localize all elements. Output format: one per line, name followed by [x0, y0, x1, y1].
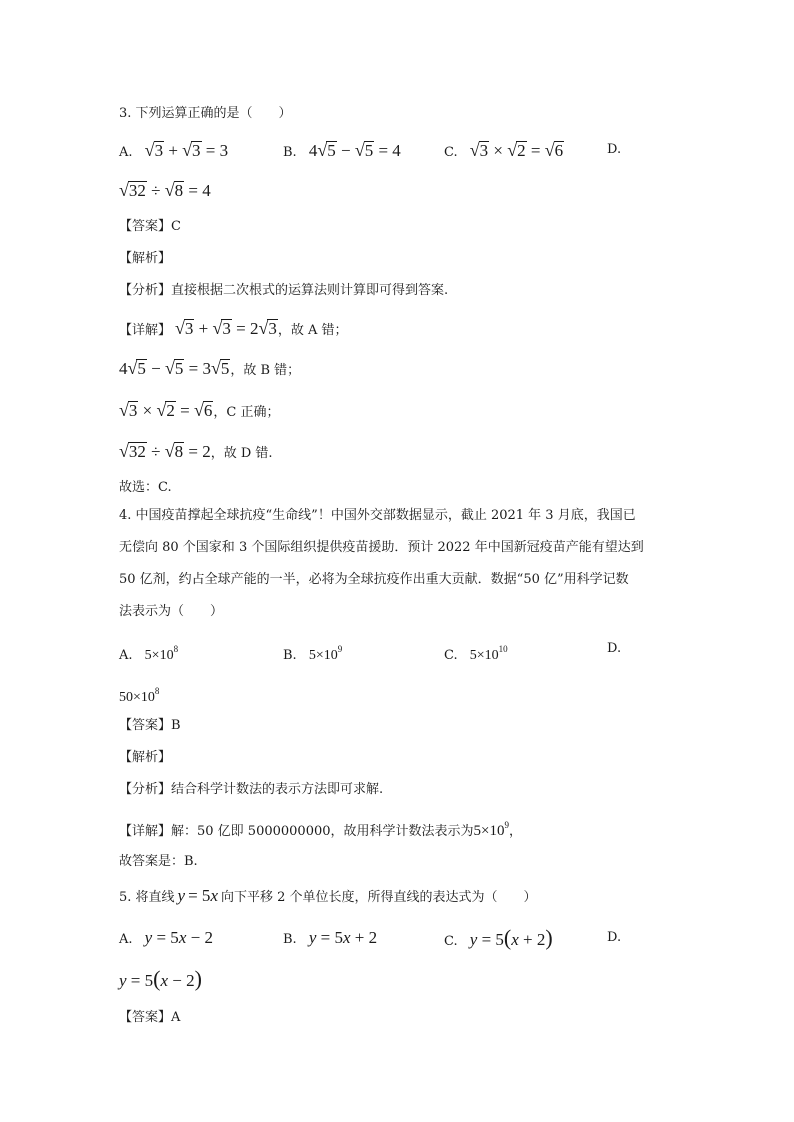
- q3-option-a-expr: √3 + √3 = 3: [144, 140, 229, 160]
- q4-jiexi: 【解析】: [119, 750, 172, 765]
- q4-stem-line-4: 法表示为（ ）: [119, 604, 224, 619]
- q3-detail-3-text: ，C 正确；: [213, 405, 280, 420]
- q3-option-d-label: D.: [607, 142, 622, 157]
- q4-conclusion: 故答案是：B.: [119, 854, 198, 869]
- q5-option-a-expr: y = 5x − 2: [144, 928, 213, 947]
- q4-option-d-expr: $50\times 10^8$: [119, 686, 160, 705]
- q5-stem: 5. 将直线 y = 5x 向下平移 2 个单位长度，所得直线的表达式为（ ）: [119, 886, 537, 905]
- q3-option-b-label: B.: [283, 145, 297, 160]
- q4-option-c-expr: $5\times 10^{10}$: [469, 644, 508, 663]
- q3-option-b: [283, 140, 401, 163]
- q5-option-d-expr: y = 5(x − 2): [119, 966, 202, 991]
- q3-option-c-label: C.: [444, 145, 458, 160]
- q3-option-c-expr: √3 × √2 = √6: [469, 140, 564, 160]
- q5-option-c-expr: y = 5(x + 2): [469, 925, 553, 950]
- q5-option-a-label: A.: [119, 932, 133, 947]
- q3-conclusion: 故选：C.: [119, 480, 172, 495]
- q4-stem-line-1: 4. 中国疫苗撑起全球抗疫“生命线”！中国外交部数据显示，截止 2021 年 3 月底，我国已: [119, 508, 636, 523]
- q3-fenxi: 【分析】直接根据二次根式的运算法则计算即可得到答案.: [119, 283, 449, 298]
- q5-option-c: [444, 925, 553, 952]
- q3-detail-2-text: ，故 B 错；: [230, 363, 301, 378]
- q3-option-c: [444, 140, 564, 163]
- q5-option-b-label: B.: [283, 932, 297, 947]
- q3-stem: 3. 下列运算正确的是（ ）: [119, 106, 292, 121]
- q4-option-a-expr: $5\times 10^8$: [144, 644, 179, 663]
- q3-detail-1: 【详解】 √3 + √3 = 2√3，故 A 错；: [119, 318, 348, 338]
- q4-fenxi: 【分析】结合科学计数法的表示方法即可求解.: [119, 782, 384, 797]
- q4-option-b-label: B.: [283, 648, 297, 663]
- q5-option-c-label: C.: [444, 934, 458, 949]
- q3-detail-4: √32 ÷ √8 = 2，故 D 错.: [119, 441, 273, 461]
- q3-detail-1-text: ，故 A 错；: [277, 323, 348, 338]
- q5-option-d-label: D.: [607, 930, 622, 945]
- q3-detail-3: √3 × √2 = √6，C 正确；: [119, 400, 280, 420]
- q4-answer: 【答案】B: [119, 718, 181, 733]
- q4-option-a: [119, 639, 178, 666]
- q4-option-c-label: C.: [444, 648, 458, 663]
- q4-stem-line-2: 无偿向 80 个国家和 3 个国际组织提供疫苗援助．预计 2022 年中国新冠疫苗产能有望达到: [119, 540, 644, 555]
- q3-option-a: [119, 140, 228, 163]
- q3-option-d-expr: √32 ÷ √8 = 4: [119, 180, 211, 200]
- q4-detail: 【详解】解：50 亿即 5000000000，故用科学计数法表示为$5\times 10^9$，: [119, 820, 523, 839]
- q3-option-a-label: A.: [119, 145, 133, 160]
- q3-jiexi: 【解析】: [119, 251, 172, 266]
- q4-stem-line-3: 50 亿剂，约占全球产能的一半，必将为全球抗疫作出重大贡献．数据“50 亿”用科学记数: [119, 572, 629, 587]
- q5-option-b-expr: y = 5x + 2: [308, 928, 378, 947]
- q3-answer: 【答案】C: [119, 219, 181, 234]
- q3-detail-2: 4√5 − √5 = 3√5，故 B 错；: [119, 358, 301, 378]
- q3-option-b-expr: 4√5 − √5 = 4: [308, 140, 401, 160]
- q4-option-c: [444, 639, 508, 666]
- q5-option-a: [119, 928, 213, 950]
- q5-answer: 【答案】A: [119, 1010, 181, 1025]
- q3-detail-4-text: ，故 D 错.: [210, 446, 273, 461]
- q5-option-b: [283, 928, 377, 950]
- q4-option-d-label: D.: [607, 641, 622, 656]
- q4-option-b: [283, 639, 342, 666]
- q4-option-b-expr: $5\times 10^9$: [308, 644, 343, 663]
- q4-option-a-label: A.: [119, 648, 133, 663]
